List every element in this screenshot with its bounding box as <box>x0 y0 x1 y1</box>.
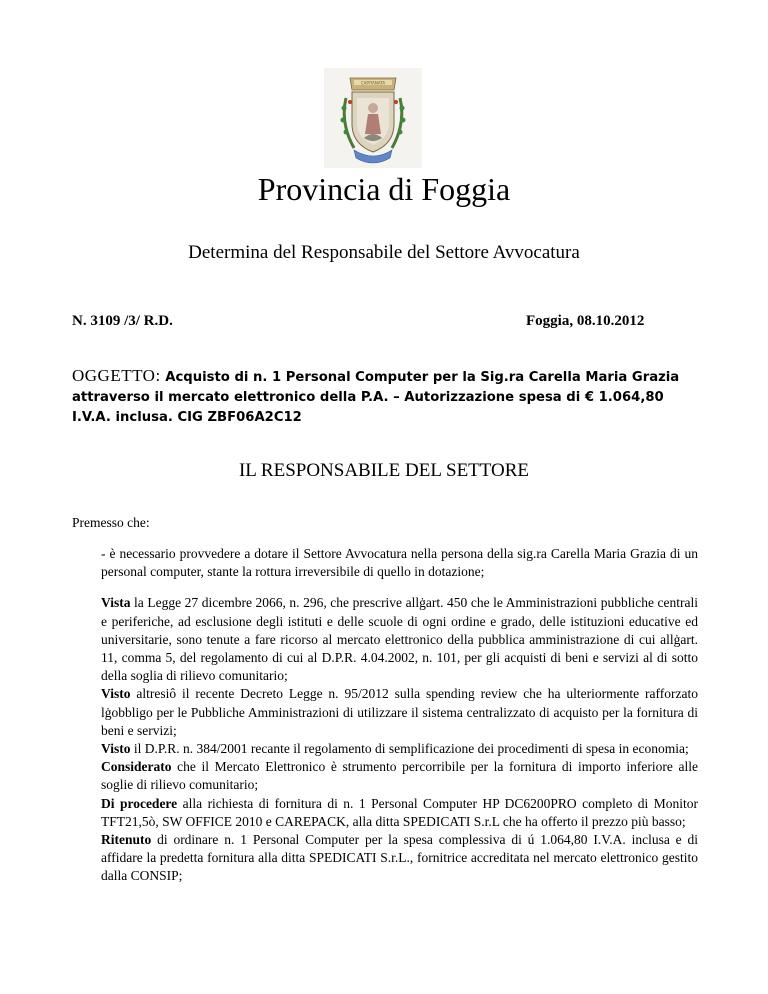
paragraph: Considerato che il Mercato Elettronico è strumento percorribile per la fornitura di importo inferiore alle soglie di rilievo comunitario; <box>101 759 698 793</box>
document-body <box>101 545 698 886</box>
section-heading: IL RESPONSABILE DEL SETTORE <box>238 460 530 481</box>
paragraph: Visto il D.P.R. n. 384/2001 recante il regolamento di semplificazione dei procedimenti di spesa in economia; <box>101 741 689 757</box>
paragraph-lead: Considerato <box>101 759 172 775</box>
paragraph: Di procedere alla richiesta di fornitura di n. 1 Personal Computer HP DC6200PRO completo di Monitor TFT21,5ò, SW OFFICE 2010 e CAREPACK, alla ditta SPEDICATI S.r.L che ha offerto il prezzo più basso; <box>101 795 698 829</box>
oggetto-label: OGGETTO: <box>72 366 161 385</box>
determina-number: N. 3109 /3/ R.D. <box>72 313 173 329</box>
place-date: Foggia, 08.10.2012 <box>526 313 645 329</box>
paragraph-lead: Ritenuto <box>101 832 152 848</box>
paragraph-lead: Visto <box>101 686 131 702</box>
paragraph-lead: Visto <box>101 741 131 757</box>
paragraph: Visto altresiô il recente Decreto Legge n. 95/2012 sulla spending review che ha ulteriormente rafforzato lġobbligo per le Pubbliche Amministrazioni di utilizzare il sistema centralizzato di acquisto per la fornitura di beni e servizi; <box>101 686 698 738</box>
page-title: Provincia di Foggia <box>257 171 511 207</box>
paragraph: Vista la Legge 27 dicembre 2066, n. 296, che prescrive allġart. 450 che le Amministrazioni pubbliche centrali e periferiche, ad esclusione degli istituti e delle scuole di ogni ordine e grado, delle istituzioni educative ed universitarie, sono tenute a fare ricorso al mercato elettronico della pubblica amministrazione di cui allġart. 11, comma 5, del regolamento di cui al D.P.R. 4.04.2002, n. 101, per gli acquisti di beni e servizi al di sotto della soglia di rilievo comunitario; <box>101 595 698 684</box>
document-subtitle: Determina del Responsabile del Settore Avvocatura <box>188 242 580 263</box>
paragraph: Ritenuto di ordinare n. 1 Personal Computer per la spesa complessiva di ú 1.064,80 I.V.A. inclusa e di affidare la predetta fornitura alla ditta SPEDICATI S.r.L., fornitrice accreditata nel mercato elettronico gestito dalla CONSIP; <box>101 832 698 884</box>
paragraph: - è necessario provvedere a dotare il Settore Avvocatura nella persona della sig.ra Carella Maria Grazia di un personal computer, stante la rottura irreversibile di quello in dotazione; <box>101 546 698 580</box>
premesso-label: Premesso che: <box>72 515 150 530</box>
oggetto-text: Acquisto di n. 1 Personal Computer per la Sig.ra Carella Maria Grazia attraverso il mercato elettronico della P.A. – Autorizzazione spesa di € 1.064,80 I.V.A. inclusa. CIG ZBF06A2C12 <box>72 370 680 425</box>
paragraph-lead: Vista <box>101 595 131 611</box>
provincia-crest-logo <box>324 68 422 168</box>
svg-text:CAPITANATA: CAPITANATA <box>360 80 386 86</box>
paragraph-lead: Di procedere <box>101 795 178 811</box>
oggetto-section <box>72 366 697 428</box>
